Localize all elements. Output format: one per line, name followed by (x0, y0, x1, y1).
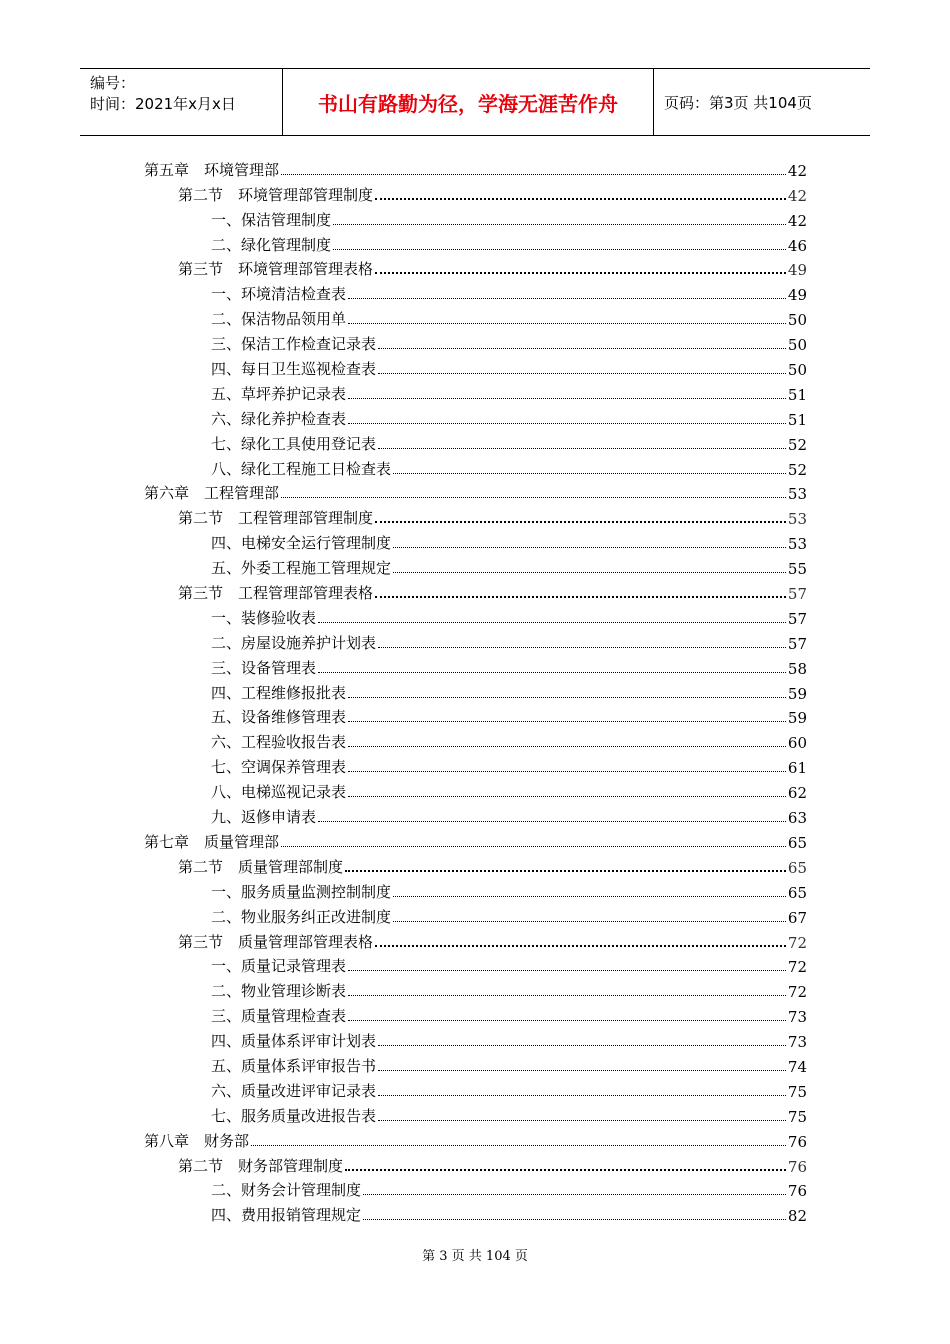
toc-entry[interactable] (144, 730, 807, 755)
toc-entry-page: 76 (787, 1182, 807, 1201)
toc-entry[interactable] (144, 1154, 807, 1179)
toc-entry[interactable] (144, 407, 807, 432)
toc-entry[interactable] (144, 780, 807, 805)
toc-entry[interactable] (144, 830, 807, 855)
toc-entry[interactable] (144, 755, 807, 780)
toc-entry-label: 第二节 质量管理部制度 (178, 857, 344, 876)
toc-dot-leader (378, 348, 786, 349)
toc-entry-page: 67 (787, 908, 807, 927)
toc-entry-page: 53 (787, 510, 807, 529)
toc-dot-leader (375, 521, 786, 523)
toc-entry-page: 72 (787, 983, 807, 1002)
toc-dot-leader (393, 572, 786, 573)
toc-entry-label: 第五章 环境管理部 (144, 160, 280, 179)
toc-entry-page: 59 (787, 684, 807, 703)
toc-entry-label: 五、设备维修管理表 (211, 708, 347, 727)
toc-dot-leader (318, 622, 786, 623)
toc-entry[interactable] (144, 457, 807, 482)
header-time: 时间：2021年x月x日 (90, 95, 236, 113)
toc-dot-leader (378, 1070, 786, 1071)
toc-entry[interactable] (144, 855, 807, 880)
toc-entry-page: 73 (787, 1008, 807, 1027)
toc-entry[interactable] (144, 1129, 807, 1154)
toc-dot-leader (375, 198, 786, 200)
toc-entry[interactable] (144, 1004, 807, 1029)
toc-entry[interactable] (144, 307, 807, 332)
toc-entry-label: 二、物业服务纠正改进制度 (211, 907, 392, 926)
toc-entry-page: 50 (787, 361, 807, 380)
toc-dot-leader (348, 771, 786, 772)
toc-entry[interactable] (144, 282, 807, 307)
toc-entry[interactable] (144, 208, 807, 233)
header-motto: 书山有路勤为径，学海无涯苦作舟 (282, 69, 654, 135)
toc-entry[interactable] (144, 880, 807, 905)
toc-entry-page: 42 (787, 186, 807, 205)
toc-entry-page: 65 (787, 883, 807, 902)
toc-dot-leader (348, 323, 786, 324)
toc-entry-page: 58 (787, 659, 807, 678)
toc-entry[interactable] (144, 1203, 807, 1228)
toc-entry-page: 62 (787, 784, 807, 803)
toc-dot-leader (375, 272, 786, 274)
toc-entry-page: 76 (787, 1132, 807, 1151)
toc-dot-leader (348, 796, 786, 797)
toc-dot-leader (393, 896, 786, 897)
toc-entry-page: 65 (787, 833, 807, 852)
table-of-contents (144, 158, 807, 1228)
toc-entry-label: 八、电梯巡视记录表 (211, 783, 347, 802)
toc-entry-label: 四、工程维修报批表 (211, 683, 347, 702)
toc-entry-label: 第八章 财务部 (144, 1131, 250, 1150)
toc-entry[interactable] (144, 183, 807, 208)
toc-entry-page: 57 (787, 634, 807, 653)
toc-entry[interactable] (144, 1054, 807, 1079)
toc-entry-page: 46 (787, 236, 807, 255)
page-header (80, 68, 870, 136)
toc-dot-leader (281, 846, 786, 847)
toc-entry[interactable] (144, 631, 807, 656)
toc-entry-page: 57 (787, 609, 807, 628)
toc-dot-leader (393, 473, 786, 474)
toc-entry[interactable] (144, 158, 807, 183)
toc-entry-label: 第三节 环境管理部管理表格 (178, 260, 374, 279)
toc-dot-leader (333, 224, 786, 225)
toc-entry-page: 76 (787, 1157, 807, 1176)
toc-entry-page: 60 (787, 734, 807, 753)
toc-entry[interactable] (144, 681, 807, 706)
toc-entry-label: 第二节 环境管理部管理制度 (178, 185, 374, 204)
toc-dot-leader (348, 697, 786, 698)
toc-entry[interactable] (144, 979, 807, 1004)
toc-entry-label: 四、每日卫生巡视检查表 (211, 360, 377, 379)
toc-dot-leader (345, 1169, 786, 1171)
toc-dot-leader (363, 1194, 786, 1195)
toc-entry-page: 75 (787, 1107, 807, 1126)
toc-dot-leader (281, 174, 786, 175)
toc-dot-leader (378, 448, 786, 449)
toc-dot-leader (348, 721, 786, 722)
toc-entry-page: 52 (787, 435, 807, 454)
toc-entry[interactable] (144, 382, 807, 407)
toc-entry-label: 八、绿化工程施工日检查表 (211, 459, 392, 478)
toc-entry-label: 第二节 工程管理部管理制度 (178, 509, 374, 528)
toc-entry-page: 49 (787, 261, 807, 280)
header-meta (80, 69, 282, 135)
toc-dot-leader (375, 596, 786, 598)
toc-entry[interactable] (144, 506, 807, 531)
toc-entry-label: 四、质量体系评审计划表 (211, 1032, 377, 1051)
toc-dot-leader (348, 746, 786, 747)
toc-entry-label: 六、绿化养护检查表 (211, 409, 347, 428)
toc-dot-leader (318, 821, 786, 822)
toc-entry[interactable] (144, 332, 807, 357)
toc-entry[interactable] (144, 432, 807, 457)
toc-entry[interactable] (144, 258, 807, 283)
toc-entry-label: 二、物业管理诊断表 (211, 982, 347, 1001)
toc-entry-label: 第三节 工程管理部管理表格 (178, 584, 374, 603)
toc-entry[interactable] (144, 706, 807, 731)
toc-dot-leader (378, 1095, 786, 1096)
toc-entry[interactable] (144, 930, 807, 955)
toc-entry[interactable] (144, 656, 807, 681)
toc-dot-leader (348, 1020, 786, 1021)
toc-dot-leader (345, 870, 786, 872)
toc-dot-leader (375, 945, 786, 947)
toc-entry-page: 53 (787, 485, 807, 504)
toc-entry-label: 一、质量记录管理表 (211, 957, 347, 976)
toc-entry-label: 一、装修验收表 (211, 608, 317, 627)
toc-dot-leader (378, 1120, 786, 1121)
toc-entry-label: 第三节 质量管理部管理表格 (178, 932, 374, 951)
toc-dot-leader (378, 1045, 786, 1046)
toc-dot-leader (378, 373, 786, 374)
toc-entry-label: 七、空调保养管理表 (211, 758, 347, 777)
toc-entry-page: 59 (787, 709, 807, 728)
header-page-number: 页码：第3页 共104页 (664, 93, 812, 112)
toc-entry-label: 第二节 财务部管理制度 (178, 1156, 344, 1175)
toc-entry-page: 63 (787, 809, 807, 828)
toc-entry-page: 75 (787, 1082, 807, 1101)
toc-dot-leader (378, 647, 786, 648)
toc-entry[interactable] (144, 606, 807, 631)
toc-entry[interactable] (144, 955, 807, 980)
toc-entry-label: 二、房屋设施养护计划表 (211, 633, 377, 652)
header-number: 编号： (90, 74, 136, 92)
toc-dot-leader (348, 970, 786, 971)
toc-entry[interactable] (144, 233, 807, 258)
toc-dot-leader (348, 423, 786, 424)
toc-entry-label: 二、财务会计管理制度 (211, 1181, 362, 1200)
toc-entry-page: 61 (787, 759, 807, 778)
toc-entry-label: 六、质量改进评审记录表 (211, 1081, 377, 1100)
toc-entry-label: 二、绿化管理制度 (211, 235, 332, 254)
toc-dot-leader (348, 298, 786, 299)
toc-entry[interactable] (144, 531, 807, 556)
toc-entry[interactable] (144, 1104, 807, 1129)
toc-dot-leader (281, 497, 786, 498)
toc-entry-page: 42 (787, 161, 807, 180)
toc-entry-label: 四、电梯安全运行管理制度 (211, 534, 392, 553)
toc-entry-label: 第七章 质量管理部 (144, 832, 280, 851)
toc-entry-label: 三、保洁工作检查记录表 (211, 335, 377, 354)
toc-dot-leader (393, 547, 786, 548)
toc-entry-page: 74 (787, 1057, 807, 1076)
toc-dot-leader (363, 1219, 786, 1220)
toc-entry-page: 50 (787, 311, 807, 330)
toc-entry-label: 二、保洁物品领用单 (211, 310, 347, 329)
toc-entry-page: 51 (787, 410, 807, 429)
toc-entry-page: 42 (787, 211, 807, 230)
toc-entry[interactable] (144, 581, 807, 606)
toc-entry-label: 七、服务质量改进报告表 (211, 1106, 377, 1125)
toc-entry-label: 一、保洁管理制度 (211, 210, 332, 229)
toc-entry[interactable] (144, 556, 807, 581)
toc-dot-leader (318, 672, 786, 673)
toc-entry-label: 六、工程验收报告表 (211, 733, 347, 752)
toc-dot-leader (393, 921, 786, 922)
toc-entry-page: 57 (787, 585, 807, 604)
page-footer: 第 3 页 共 104 页 (422, 1249, 528, 1264)
toc-entry-page: 72 (787, 933, 807, 952)
toc-entry[interactable] (144, 1079, 807, 1104)
toc-entry[interactable] (144, 905, 807, 930)
toc-entry[interactable] (144, 1179, 807, 1204)
toc-entry-label: 一、环境清洁检查表 (211, 285, 347, 304)
toc-entry-label: 一、服务质量监测控制制度 (211, 882, 392, 901)
toc-entry-page: 65 (787, 858, 807, 877)
toc-entry-label: 五、质量体系评审报告书 (211, 1056, 377, 1075)
toc-entry-page: 72 (787, 958, 807, 977)
toc-entry-page: 73 (787, 1033, 807, 1052)
toc-entry[interactable] (144, 1029, 807, 1054)
toc-dot-leader (333, 249, 786, 250)
toc-entry[interactable] (144, 482, 807, 507)
toc-entry-page: 52 (787, 460, 807, 479)
toc-entry-page: 82 (787, 1207, 807, 1226)
toc-entry-page: 51 (787, 385, 807, 404)
toc-entry-page: 50 (787, 336, 807, 355)
toc-dot-leader (348, 995, 786, 996)
toc-entry-page: 49 (787, 286, 807, 305)
toc-entry-label: 五、草坪养护记录表 (211, 384, 347, 403)
toc-entry-page: 55 (787, 560, 807, 579)
toc-entry-label: 三、设备管理表 (211, 658, 317, 677)
toc-dot-leader (348, 398, 786, 399)
toc-entry-label: 第六章 工程管理部 (144, 484, 280, 503)
toc-entry[interactable] (144, 357, 807, 382)
toc-entry-label: 五、外委工程施工管理规定 (211, 559, 392, 578)
toc-entry-label: 七、绿化工具使用登记表 (211, 434, 377, 453)
toc-dot-leader (251, 1145, 786, 1146)
toc-entry-label: 四、费用报销管理规定 (211, 1206, 362, 1225)
toc-entry-page: 53 (787, 535, 807, 554)
toc-entry-label: 三、质量管理检查表 (211, 1007, 347, 1026)
toc-entry-label: 九、返修申请表 (211, 808, 317, 827)
toc-entry[interactable] (144, 805, 807, 830)
